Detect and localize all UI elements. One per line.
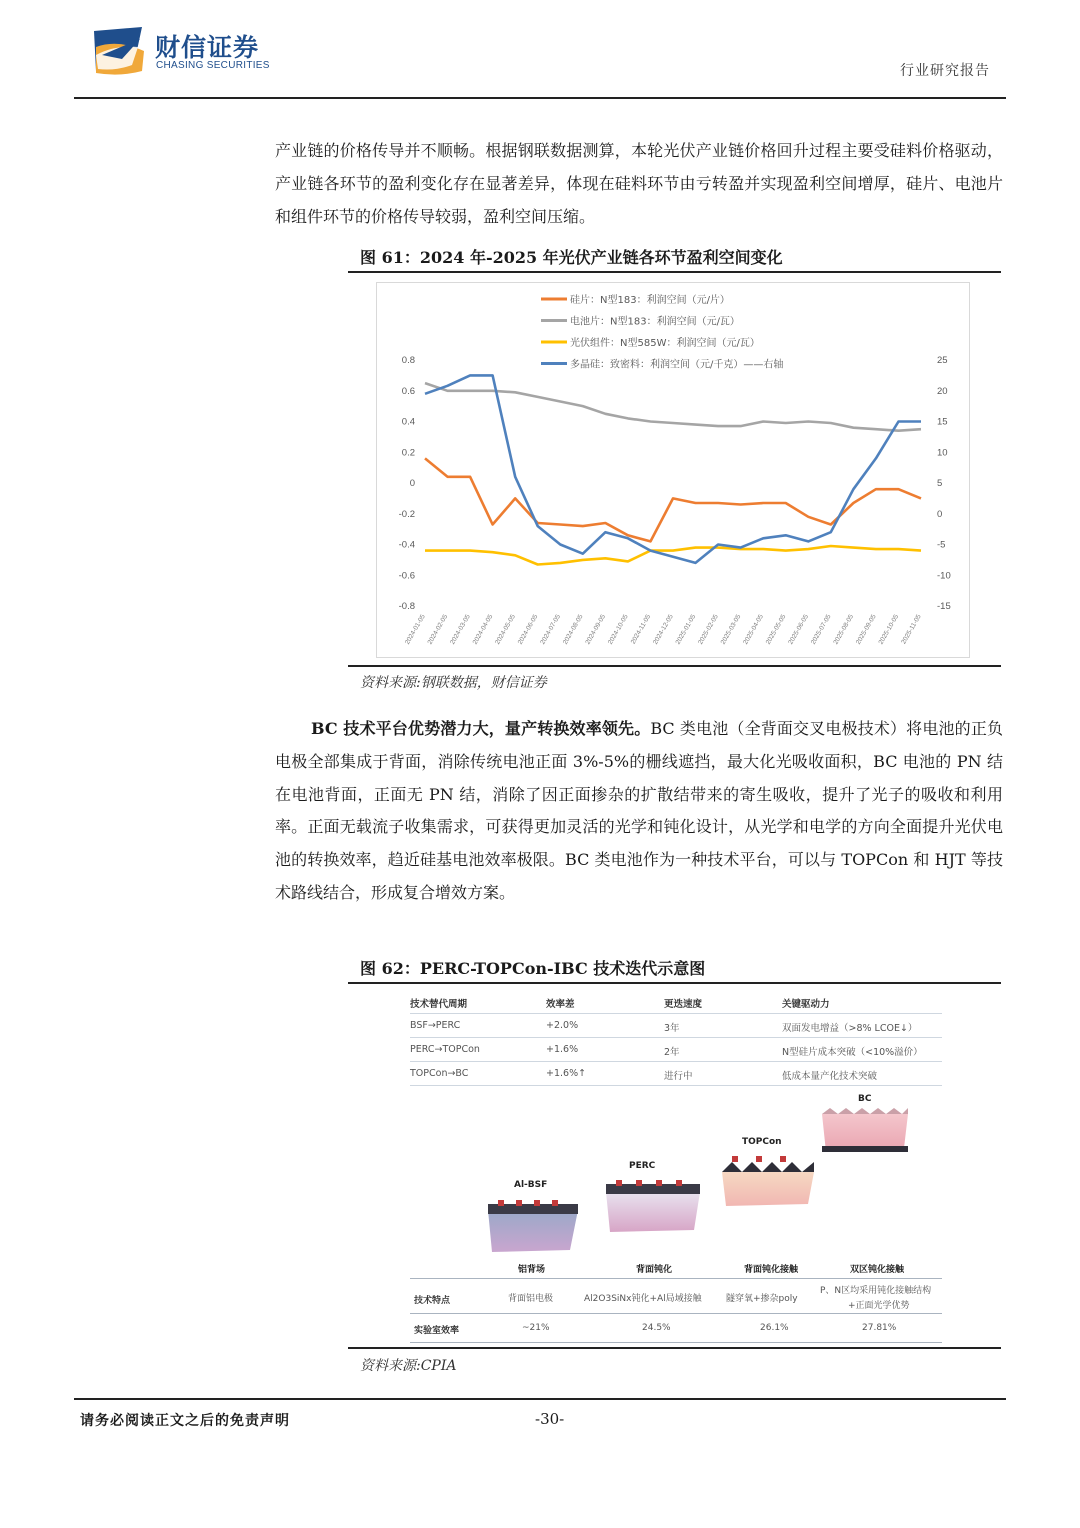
y-left-tick-label: -0.6: [398, 570, 415, 582]
table-cell: PERC→TOPCon: [410, 1044, 480, 1055]
feature-cell: Al2O3SiNx钝化+Al局域接触: [584, 1294, 702, 1304]
table-header-cell: 技术替代周期: [410, 999, 468, 1010]
y-right-tick-label: -5: [937, 539, 946, 551]
y-right-tick-label: -10: [937, 570, 951, 582]
table-cell: +2.0%: [546, 1020, 579, 1031]
table-row: [410, 1038, 942, 1062]
efficiency-cell: ~21%: [522, 1323, 550, 1333]
x-tick-label: 2025-06-05: [787, 613, 811, 646]
legend-entry: 多晶硅：致密料：利润空间（元/千克）——右轴: [570, 359, 784, 371]
y-left-tick-label: 0.4: [401, 416, 415, 428]
x-tick-label: 2024-09-05: [584, 613, 608, 646]
cell-name-label: TOPCon: [742, 1137, 782, 1147]
feature-cell: 背面铝电极: [508, 1294, 554, 1304]
figure-62-title: 图 62：PERC-TOPCon-IBC 技术迭代示意图: [360, 959, 706, 978]
profit-line-chart: [377, 283, 971, 659]
table-cell: 3年: [664, 1023, 680, 1034]
table-header-cell: 关键驱动力: [782, 999, 830, 1010]
table-row: [410, 1062, 942, 1086]
x-tick-label: 2025-07-05: [809, 613, 833, 646]
y-left-tick-label: 0.6: [401, 385, 415, 397]
efficiency-label: 实验室效率: [414, 1326, 460, 1336]
table-header-cell: 更迭速度: [664, 999, 703, 1010]
y-right-tick-label: 20: [937, 385, 948, 397]
x-tick-label: 2025-10-05: [877, 613, 901, 646]
feature-cell: 隧穿氧+掺杂poly: [726, 1294, 798, 1304]
y-right-tick-label: 25: [937, 355, 948, 366]
table-cell: 双面发电增益（>8% LCOE↓）: [782, 1023, 918, 1034]
cell-structure-illustrations: [410, 1092, 942, 1277]
y-left-tick-label: -0.4: [398, 539, 415, 551]
x-tick-label: 2024-08-05: [561, 613, 585, 646]
figure-61-title: 图 61：2024 年-2025 年光伏产业链各环节盈利空间变化: [360, 248, 783, 267]
table-cell: 进行中: [664, 1071, 693, 1082]
x-tick-label: 2024-07-05: [539, 613, 563, 646]
legend-entry: 硅片：N型183：利润空间（元/片）: [570, 295, 730, 306]
table-rule: [410, 1313, 942, 1314]
x-tick-label: 2024-03-05: [449, 613, 472, 646]
logo-text-en: CHASING SECURITIES: [156, 60, 270, 71]
page-header: [0, 0, 1080, 100]
page-number: -30-: [535, 1410, 565, 1428]
figure-61-bottom-rule: [348, 665, 1001, 667]
table-cell: +1.6%↑: [546, 1068, 587, 1079]
y-left-tick-label: 0.8: [401, 355, 415, 366]
legend-entry: 电池片：N型183：利润空间（元/瓦）: [570, 316, 740, 328]
table-cell: 2年: [664, 1047, 680, 1058]
cell-subtitle: 双区钝化接触: [850, 1265, 905, 1275]
x-tick-label: 2024-10-05: [606, 613, 630, 646]
y-right-tick-label: -15: [937, 601, 951, 612]
paragraph-2-lead: BC 技术平台优势潜力大，量产转换效率领先。: [311, 719, 651, 738]
feature-label: 技术特点: [414, 1296, 451, 1306]
body-paragraph-2: [275, 713, 1003, 910]
x-tick-label: 2025-04-05: [742, 613, 765, 646]
chasing-securities-logo-icon: [92, 25, 146, 77]
logo-text-cn: 财信证券: [155, 33, 260, 62]
efficiency-cell: 26.1%: [760, 1323, 789, 1333]
x-tick-label: 2025-01-05: [674, 613, 698, 646]
y-left-tick-label: 0.2: [401, 447, 415, 459]
paragraph-2-body: BC 类电池（全背面交叉电极技术）将电池的正负电极全部集成于背面，消除传统电池正面 3%-5%的栅线遮挡，最大化光吸收面积，BC 电池的 PN 结在电池背面，正面无 PN 结，消除了因正面掺杂的扩散结带来的寄生吸收，提升了光子的吸收和利用率。正面无载流子收集需求，可获得更加灵活的光学和钝化设计，从光学和电学的方向全面提升光伏电池的转换效率，趋近硅基电池效率极限。BC 类电池作为一种技术平台，可以与 TOPCon 和 HJT 等技术路线结合，形成复合增效方案。: [275, 719, 1003, 902]
x-tick-label: 2025-08-05: [832, 613, 856, 646]
figure-62-top-rule: [348, 982, 1001, 984]
efficiency-cell: 27.81%: [862, 1323, 897, 1333]
y-right-tick-label: 15: [937, 416, 948, 428]
feature-cell: P、N区均采用钝化接触结构: [820, 1286, 932, 1296]
x-tick-label: 2024-06-05: [516, 613, 540, 646]
table-cell: BSF→PERC: [410, 1020, 461, 1031]
figure-61-source: 资料来源:钢联数据，财信证券: [360, 675, 547, 691]
y-left-tick-label: 0: [409, 478, 415, 489]
table-cell: 低成本量产化技术突破: [782, 1071, 878, 1082]
table-header-cell: 效率差: [546, 999, 575, 1010]
figure-61-chart: [376, 282, 970, 658]
table-rule: [410, 1342, 942, 1343]
figure-62-source: 资料来源:CPIA: [360, 1358, 457, 1374]
solar-cell-structures-icon: [410, 1092, 942, 1277]
efficiency-cell: 24.5%: [642, 1323, 671, 1333]
figure-62-bottom-rule: [348, 1347, 1001, 1349]
x-tick-label: 2024-02-05: [426, 613, 450, 646]
x-tick-label: 2025-05-05: [764, 613, 788, 646]
footer-divider: [74, 1398, 1006, 1400]
x-tick-label: 2024-01-05: [404, 613, 427, 646]
x-tick-label: 2024-11-05: [629, 613, 653, 646]
feature-cell: +正面光学优势: [848, 1301, 910, 1311]
x-tick-label: 2024-04-05: [471, 613, 495, 646]
cell-name-label: Al-BSF: [514, 1180, 548, 1190]
y-left-tick-label: -0.2: [398, 508, 415, 520]
cell-subtitle: 背面钝化接触: [744, 1265, 799, 1275]
figure-61-top-rule: [348, 271, 1001, 273]
cell-subtitle: 背面钝化: [636, 1265, 673, 1275]
table-rule: [410, 1278, 942, 1279]
x-tick-label: 2025-03-05: [719, 613, 743, 646]
y-right-tick-label: 5: [937, 478, 943, 489]
body-paragraph-1: 产业链的价格传导并不顺畅。根据钢联数据测算，本轮光伏产业链价格回升过程主要受硅料价格驱动，产业链各环节的盈利变化存在显著差异，体现在硅料环节由亏转盈并实现盈利空间增厚，硅片、电池片和组件环节的价格传导较弱，盈利空间压缩。: [275, 141, 1003, 226]
x-tick-label: 2024-12-05: [652, 613, 675, 646]
table-row: [410, 1014, 942, 1038]
y-left-tick-label: -0.8: [398, 601, 415, 612]
series-line: [425, 375, 921, 563]
legend-entry: 光伏组件：N型585W：利润空间（元/瓦）: [570, 338, 760, 349]
x-tick-label: 2025-02-05: [697, 613, 720, 646]
x-tick-label: 2025-09-05: [854, 613, 878, 646]
report-type: 行业研究报告: [900, 63, 990, 79]
x-tick-label: 2025-11-05: [900, 613, 923, 646]
table-header-row: [410, 990, 942, 1014]
y-right-tick-label: 10: [937, 447, 948, 459]
cell-subtitle: 铝背场: [518, 1265, 546, 1275]
table-cell: +1.6%: [546, 1044, 579, 1055]
disclaimer-notice: 请务必阅读正文之后的免责声明: [80, 1413, 290, 1429]
table-cell: N型硅片成本突破（<10%溢价）: [782, 1047, 923, 1058]
header-divider: [74, 97, 1006, 99]
y-right-tick-label: 0: [937, 508, 943, 520]
series-line: [425, 546, 921, 565]
x-tick-label: 2024-05-05: [494, 613, 517, 646]
table-cell: TOPCon→BC: [410, 1068, 469, 1079]
cell-name-label: PERC: [629, 1161, 656, 1171]
cell-name-label: BC: [858, 1094, 872, 1104]
